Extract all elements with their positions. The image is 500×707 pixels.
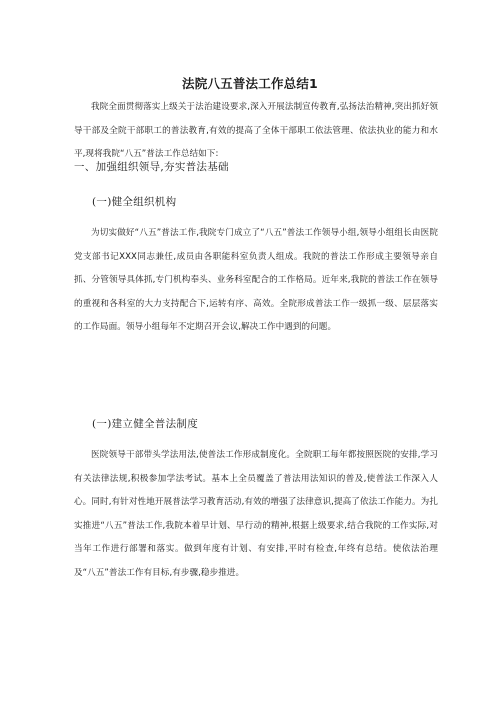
subsection-heading-organization: (一)健全组织机构 [92, 196, 177, 208]
subsection-heading-system: (一)建立健全普法制度 [92, 418, 198, 430]
organization-paragraph: 为切实做好“八五”普法工作,我院专门成立了“八五”普法工作领导小组,领导小组组长由医院党支部书记XXX同志兼任,成员由各职能科室负责人组成。我院的普法工作形成主要领导亲自抓、分管领导具体抓,专门机构奉头、业务科室配合的工作格局。近年来,我院的普法工作在领导的重视和各科室的大力支持配合下,运转有序、高效。全院形成普法工作一级抓一级、层层落实的工作局面。领导小组每年不定期召开会议,解决工作中遇到的问题。 [74, 228, 438, 333]
section-heading: 一、加强组织领导,夯实普法基础 [74, 161, 229, 173]
intro-paragraph: 我院全面贯彻落实上级关于法治建设要求,深入开展法制宣传教育,弘扬法治精神,突出抓好领导干部及全院干部职工的普法教育,有效的提高了全体干部职工依法管理、依法执业的能力和水平,现将我院“八五”普法工作总结如下: [74, 102, 438, 160]
system-paragraph: 医院领导干部带头学法用法,使普法工作形成制度化。全院职工每年都按照医院的安排,学习有关法律法规,积极参加学法考试。基本上全员覆盖了普法用法知识的普及,使普法工作深入人心。同时,有针对性地开展普法学习教育活动,有效的增强了法律意识,提高了依法工作能力。为扎实推进“八五”普法工作,我院本着早计划、早行动的精神,根据上级要求,结合我院的工作实际,对当年工作进行部署和落实。做到年度有计划、有安排,平时有检查,年终有总结。使依法治理及“八五”普法工作有目标,有步骤,稳步推进。 [74, 450, 438, 578]
document-title: 法院八五普法工作总结1 [182, 76, 318, 91]
